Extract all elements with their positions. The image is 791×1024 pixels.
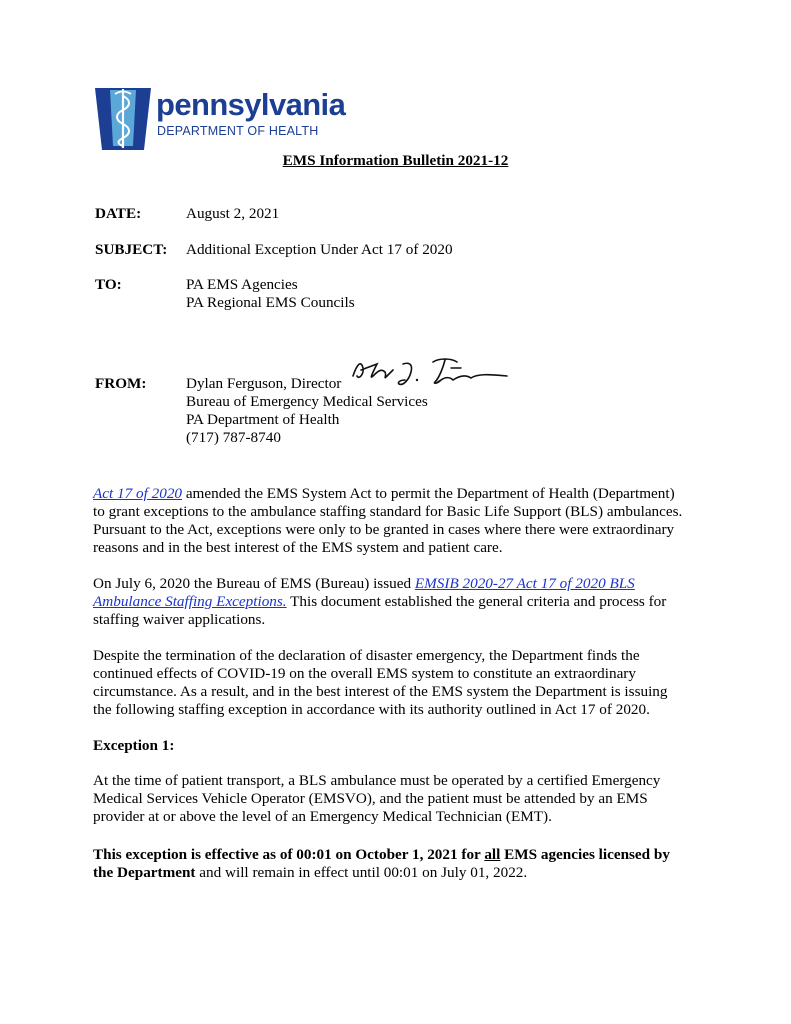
paragraph-line: circumstance. As a result, and in the best interest of the EMS system the Department is issuing: [93, 683, 668, 700]
paragraph-emsib: [93, 575, 708, 629]
text-span: EMS agencies licensed by: [500, 846, 670, 863]
to-line-2: PA Regional EMS Councils: [186, 294, 355, 311]
paragraph-line: [93, 485, 708, 503]
from-line-1: Dylan Ferguson, Director: [186, 375, 342, 392]
from-label: FROM:: [95, 375, 147, 392]
emsib-link[interactable]: EMSIB 2020-27 Act 17 of 2020 BLS: [414, 575, 635, 592]
from-line-4: (717) 787-8740: [186, 429, 281, 446]
paragraph-act17: [93, 485, 708, 557]
paragraph-line: At the time of patient transport, a BLS ambulance must be operated by a certified Emergency: [93, 772, 661, 789]
paragraph-line: [93, 593, 708, 611]
paragraph-line: continued effects of COVID-19 on the overall EMS system to constitute an extraordinary: [93, 665, 636, 682]
subject-value: Additional Exception Under Act 17 of 2020: [186, 241, 453, 258]
paragraph-covid: [93, 647, 708, 719]
paragraph-line: Medical Services Vehicle Operator (EMSVO), and the patient must be attended by an EMS: [93, 790, 648, 807]
paragraph-line: provider at or above the level of an Emergency Medical Technician (EMT).: [93, 808, 552, 825]
paragraph-line: Despite the termination of the declaration of disaster emergency, the Department finds the: [93, 647, 640, 664]
paragraph-line: [93, 864, 708, 882]
text-span: On July 6, 2020 the Bureau of EMS (Bureau) issued: [93, 575, 415, 592]
emsib-link-cont[interactable]: Ambulance Staffing Exceptions.: [93, 593, 287, 610]
text-span: This exception is effective as of 00:01 on October 1, 2021 for: [93, 846, 485, 863]
paragraph-line: reasons and in the best interest of the EMS system and patient care.: [93, 539, 503, 556]
logo-wordmark: pennsylvania: [156, 87, 346, 122]
from-line-3: PA Department of Health: [186, 411, 340, 428]
keystone-caduceus-icon: [93, 86, 153, 152]
bulletin-title: EMS Information Bulletin 2021-12: [282, 152, 509, 169]
text-span: and will remain in effect until 00:01 on July 01, 2022.: [195, 864, 528, 881]
text-span: all: [484, 846, 501, 863]
paragraph-line: staffing waiver applications.: [93, 611, 266, 628]
exception-heading: Exception 1:: [93, 737, 175, 754]
handwritten-signature: [347, 354, 512, 390]
paragraph-exception: [93, 772, 708, 826]
logo-subtitle: DEPARTMENT OF HEALTH: [157, 124, 319, 138]
date-label: DATE:: [95, 205, 142, 222]
paragraph-line: [93, 575, 708, 593]
subject-label: SUBJECT:: [95, 241, 168, 258]
pa-doh-logo: [93, 86, 353, 152]
paragraph-line: the following staffing exception in accordance with its authority outlined in Act 17 of 2020.: [93, 701, 650, 718]
paragraph-line: to grant exceptions to the ambulance staffing standard for Basic Life Support (BLS) ambulances.: [93, 503, 683, 520]
text-span: amended the EMS System Act to permit the Department of Health (Department): [182, 485, 675, 502]
act-17-link[interactable]: Act 17 of 2020: [93, 485, 183, 502]
date-value: August 2, 2021: [186, 205, 280, 222]
to-label: TO:: [95, 276, 122, 293]
to-line-1: PA EMS Agencies: [186, 276, 298, 293]
from-line-2: Bureau of Emergency Medical Services: [186, 393, 428, 410]
paragraph-effective: [93, 846, 708, 882]
text-span: This document established the general criteria and process for: [286, 593, 667, 610]
paragraph-line: [93, 846, 708, 864]
paragraph-line: Pursuant to the Act, exceptions were only to be granted in cases where there were extraordinary: [93, 521, 675, 538]
text-span: the Department: [93, 864, 196, 881]
